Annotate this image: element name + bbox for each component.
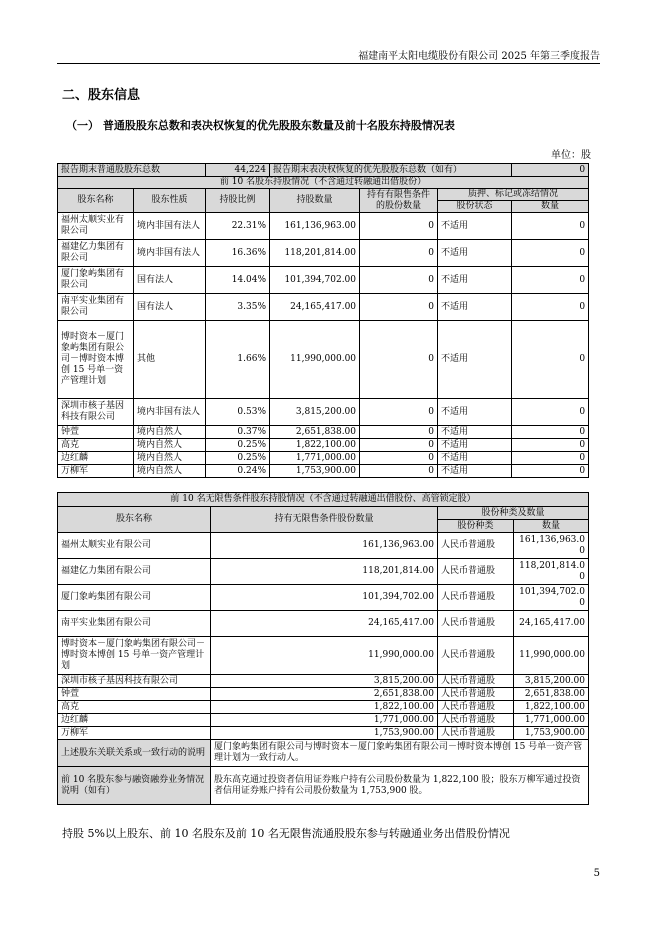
cell-kind: 人民币普通股	[438, 714, 514, 727]
cell-kind: 人民币普通股	[438, 637, 514, 675]
cell-kind: 人民币普通股	[438, 559, 514, 585]
table-row	[58, 267, 589, 294]
cell-ratio: 14.04%	[206, 267, 270, 294]
cell-qty: 11,990,000.00	[270, 321, 360, 399]
cell-nature: 境内自然人	[134, 452, 206, 465]
table-row	[58, 321, 589, 399]
cell-count: 161,136,963.00	[514, 533, 589, 559]
cell-qty: 1,822,100.00	[270, 439, 360, 452]
cell-qty: 3,815,200.00	[270, 399, 360, 426]
cell-kind: 人民币普通股	[438, 688, 514, 701]
cell-nature: 国有法人	[134, 294, 206, 321]
cell-name: 边红麟	[58, 714, 211, 727]
preferred-shareholders-label: 报告期末表决权恢复的优先股股东总数（如有）	[270, 164, 512, 177]
col-header-status: 股份状态	[438, 201, 512, 213]
cell-count: 0	[512, 213, 589, 240]
col-header-restricted: 持有有限售条件的股份数量	[360, 189, 438, 213]
table-row	[58, 439, 589, 452]
cell-name: 厦门象屿集团有限公司	[58, 585, 211, 611]
cell-qty: 24,165,417.00	[211, 611, 438, 637]
cell-restricted: 0	[360, 465, 438, 478]
cell-qty: 118,201,814.00	[270, 240, 360, 267]
cell-status: 不适用	[438, 465, 512, 478]
table-row	[58, 533, 589, 559]
cell-kind: 人民币普通股	[438, 675, 514, 688]
cell-count: 0	[512, 399, 589, 426]
related-parties-label: 上述股东关联关系或一致行动的说明	[58, 740, 211, 767]
cell-status: 不适用	[438, 321, 512, 399]
cell-restricted: 0	[360, 240, 438, 267]
section-title: 二、股东信息	[62, 88, 141, 103]
col-header-nature: 股东性质	[134, 189, 206, 213]
cell-status: 不适用	[438, 439, 512, 452]
cell-count: 0	[512, 452, 589, 465]
total-shareholders-value: 44,224	[206, 164, 270, 177]
cell-restricted: 0	[360, 321, 438, 399]
top10-title: 前 10 名股东持股情况（不含通过转融通出借股份）	[58, 177, 589, 189]
cell-name: 边红麟	[58, 452, 134, 465]
cell-ratio: 22.31%	[206, 213, 270, 240]
cell-name: 钟萱	[58, 688, 211, 701]
cell-status: 不适用	[438, 426, 512, 439]
cell-qty: 161,136,963.00	[211, 533, 438, 559]
table-row	[58, 452, 589, 465]
cell-ratio: 1.66%	[206, 321, 270, 399]
cell-count: 1,753,900.00	[514, 727, 589, 740]
cell-count: 0	[512, 465, 589, 478]
cell-qty: 2,651,838.00	[211, 688, 438, 701]
cell-restricted: 0	[360, 294, 438, 321]
cell-nature: 境内非国有法人	[134, 240, 206, 267]
related-parties-text: 厦门象屿集团有限公司与博时资本－厦门象屿集团有限公司－博时资本博创 15 号单一资产管理计划为一致行动人。	[211, 740, 589, 767]
cell-qty: 1,822,100.00	[211, 701, 438, 714]
cell-ratio: 0.37%	[206, 426, 270, 439]
cell-name: 深圳市核子基因科技有限公司	[58, 675, 211, 688]
cell-qty: 1,771,000.00	[270, 452, 360, 465]
unit-label: 单位：股	[551, 150, 591, 161]
cell-restricted: 0	[360, 213, 438, 240]
table-row	[58, 213, 589, 240]
cell-ratio: 0.24%	[206, 465, 270, 478]
cell-count: 118,201,814.00	[514, 559, 589, 585]
cell-count: 0	[512, 426, 589, 439]
col-header-qty: 持股数量	[270, 189, 360, 213]
cell-count: 24,165,417.00	[514, 611, 589, 637]
cell-ratio: 0.25%	[206, 439, 270, 452]
cell-kind: 人民币普通股	[438, 701, 514, 714]
cell-kind: 人民币普通股	[438, 611, 514, 637]
cell-name: 福州太顺实业有限公司	[58, 533, 211, 559]
top10-shareholders-table	[57, 163, 589, 478]
cell-nature: 境内自然人	[134, 439, 206, 452]
cell-kind: 人民币普通股	[438, 585, 514, 611]
cell-status: 不适用	[438, 240, 512, 267]
cell-qty: 24,165,417.00	[270, 294, 360, 321]
cell-restricted: 0	[360, 439, 438, 452]
cell-qty: 1,771,000.00	[211, 714, 438, 727]
cell-name: 万柳军	[58, 727, 211, 740]
cell-count: 0	[512, 294, 589, 321]
cell-nature: 国有法人	[134, 267, 206, 294]
cell-qty: 2,651,838.00	[270, 426, 360, 439]
cell-name: 博时资本－厦门象屿集团有限公司－博时资本博创 15 号单一资产管理计划	[58, 321, 134, 399]
cell-status: 不适用	[438, 399, 512, 426]
table-row	[58, 611, 589, 637]
cell-count: 0	[512, 321, 589, 399]
t2-col-header-name: 股东名称	[58, 507, 211, 533]
table-row	[58, 240, 589, 267]
t2-col-header-kind-group: 股份种类及数量	[438, 507, 589, 520]
cell-count: 0	[512, 240, 589, 267]
table-row	[58, 559, 589, 585]
cell-qty: 1,753,900.00	[270, 465, 360, 478]
cell-name: 福建亿力集团有限公司	[58, 240, 134, 267]
cell-ratio: 0.53%	[206, 399, 270, 426]
unrestricted-shareholders-table	[57, 492, 589, 805]
cell-status: 不适用	[438, 213, 512, 240]
cell-nature: 境内非国有法人	[134, 213, 206, 240]
col-header-name: 股东名称	[58, 189, 134, 213]
table-row	[58, 701, 589, 714]
cell-count: 3,815,200.00	[514, 675, 589, 688]
cell-name: 南平实业集团有限公司	[58, 294, 134, 321]
total-shareholders-label: 报告期末普通股股东总数	[58, 164, 206, 177]
col-header-ratio: 持股比例	[206, 189, 270, 213]
table-row	[58, 294, 589, 321]
lending-section-heading: 持股 5%以上股东、前 10 名股东及前 10 名无限售流通股股东参与转融通业务出借股份情况	[62, 827, 510, 840]
col-header-count: 数量	[512, 201, 589, 213]
cell-count: 11,990,000.00	[514, 637, 589, 675]
table-row	[58, 585, 589, 611]
subsection-title: （一） 普通股股东总数和表决权恢复的优先股股东数量及前十名股东持股情况表	[66, 119, 455, 132]
cell-qty: 161,136,963.00	[270, 213, 360, 240]
table-row	[58, 675, 589, 688]
cell-qty: 101,394,702.00	[211, 585, 438, 611]
cell-name: 钟萱	[58, 426, 134, 439]
margin-trading-label: 前 10 名股东参与融资融券业务情况说明（如有）	[58, 767, 211, 805]
cell-restricted: 0	[360, 267, 438, 294]
cell-status: 不适用	[438, 294, 512, 321]
table-row	[58, 637, 589, 675]
cell-name: 南平实业集团有限公司	[58, 611, 211, 637]
cell-name: 深圳市核子基因科技有限公司	[58, 399, 134, 426]
cell-ratio: 0.25%	[206, 452, 270, 465]
cell-name: 万柳军	[58, 465, 134, 478]
cell-name: 福州太顺实业有限公司	[58, 213, 134, 240]
cell-nature: 境内自然人	[134, 426, 206, 439]
cell-count: 1,771,000.00	[514, 714, 589, 727]
col-header-pledge: 质押、标记或冻结情况	[438, 189, 589, 201]
table-row	[58, 727, 589, 740]
cell-nature: 其他	[134, 321, 206, 399]
cell-count: 2,651,838.00	[514, 688, 589, 701]
preferred-shareholders-value: 0	[512, 164, 589, 177]
cell-count: 101,394,702.00	[514, 585, 589, 611]
cell-restricted: 0	[360, 399, 438, 426]
table-row	[58, 688, 589, 701]
cell-qty: 101,394,702.00	[270, 267, 360, 294]
cell-ratio: 3.35%	[206, 294, 270, 321]
t2-col-header-qty: 持有无限售条件股份数量	[211, 507, 438, 533]
cell-name: 博时资本－厦门象屿集团有限公司－博时资本博创 15 号单一资产管理计划	[58, 637, 211, 675]
cell-status: 不适用	[438, 452, 512, 465]
cell-kind: 人民币普通股	[438, 533, 514, 559]
table-row	[58, 465, 589, 478]
cell-status: 不适用	[438, 267, 512, 294]
page-header: 福建南平太阳电缆股份有限公司 2025 年第三季度报告	[358, 51, 600, 62]
cell-ratio: 16.36%	[206, 240, 270, 267]
cell-count: 0	[512, 439, 589, 452]
page-number: 5	[593, 868, 600, 879]
margin-trading-text: 股东高克通过投资者信用证券账户持有公司股份数量为 1,822,100 股；股东万柳军通过投资者信用证券账户持有公司股份数量为 1,753,900 股。	[211, 767, 589, 805]
cell-nature: 境内非国有法人	[134, 399, 206, 426]
t2-col-header-kind: 股份种类	[438, 520, 514, 533]
cell-qty: 11,990,000.00	[211, 637, 438, 675]
cell-qty: 118,201,814.00	[211, 559, 438, 585]
cell-name: 高克	[58, 439, 134, 452]
table-row	[58, 399, 589, 426]
cell-qty: 3,815,200.00	[211, 675, 438, 688]
cell-name: 福建亿力集团有限公司	[58, 559, 211, 585]
cell-name: 厦门象屿集团有限公司	[58, 267, 134, 294]
unrestricted-title: 前 10 名无限售条件股东持股情况（不含通过转融通出借股份、高管锁定股）	[58, 493, 589, 507]
cell-restricted: 0	[360, 426, 438, 439]
cell-kind: 人民币普通股	[438, 727, 514, 740]
cell-qty: 1,753,900.00	[211, 727, 438, 740]
table-row	[58, 426, 589, 439]
t2-col-header-count: 数量	[514, 520, 589, 533]
cell-name: 高克	[58, 701, 211, 714]
table-row	[58, 714, 589, 727]
cell-nature: 境内自然人	[134, 465, 206, 478]
cell-count: 1,822,100.00	[514, 701, 589, 714]
cell-restricted: 0	[360, 452, 438, 465]
cell-count: 0	[512, 267, 589, 294]
header-rule	[57, 63, 600, 64]
